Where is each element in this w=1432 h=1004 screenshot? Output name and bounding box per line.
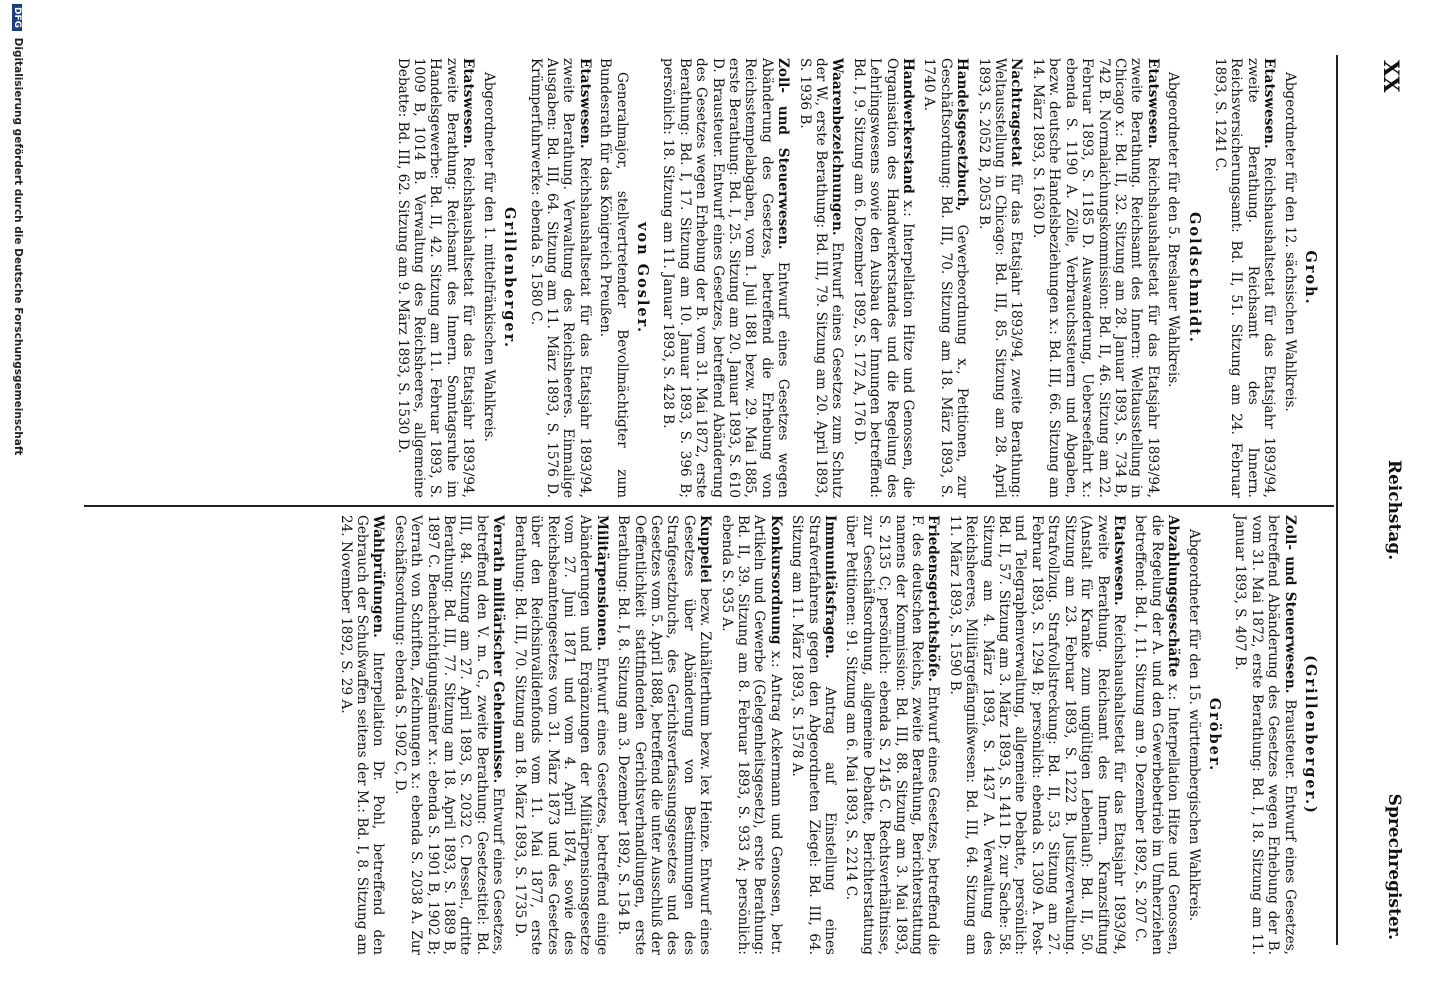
entry-heading: Nachtragsetat [1008, 58, 1025, 167]
member-description: Abgeordneter für den 15. württembergischen Wahlkreis. [1185, 529, 1202, 922]
member-description: Abgeordneter für den 5. Breslauer Wahlkreis. [1165, 72, 1182, 388]
entry-text: Entwurf eines Gesetzes zum Schutz der W., erste Berathung: Bd. III, 79. Sitzung am 20. April 1893, S. 1936 B. [796, 58, 846, 498]
entry-heading: Etatswesen. [1144, 58, 1161, 149]
entry-text: Reichshaushaltsetat für das Etatsjahr 1893/94, zweite Berathung. Verwaltung des Reichsheeres. Einmalige Ausgaben: Bd. III, 64. Sitzung am 11. März 1893, S. 1576 D. Krümperfuhrwerke: ebenda S. 1580 C. [527, 58, 593, 498]
register-entry [615, 515, 713, 955]
header-rule [1336, 55, 1338, 945]
entry-heading: Konkursordnung [767, 515, 784, 645]
entry-text: x.: Interpellation Hitze und Genossen, die Organisation des Handwerkerstandes und die Regelung des Lehrlingswesens sowie den Ausbau der Innungen betreffend: Bd. I, 9. Sitzung am 6. Dezember 1892, S. 172 A, 176 D. [850, 58, 917, 498]
register-entry [975, 58, 1024, 498]
entry-text: Entwurf eines Gesetzes, betreffend einige Abänderungen und Ergänzungen der Militärpensionsgesetze vom 27. Juni 1871 und vom 4. April 1874, sowie des Reichsbeamtengesetzes vom 31. März 1873 und des Gesetzes über den Reichsinvalidenfonds vom 11. Mai 1877, erste Berathung: Bd. III, 70. Sitzung am 18. März 1893, S. 1735 D. [511, 515, 610, 955]
entry-text: Entwurf eines Gesetzes, betreffend den V. m. G., zweite Berathung: Gesetzestitel: Bd. III, 84. Sitzung am 27. April 1893, S. 2032 C. Dessel., dritte Berathung: Bd. III, 77. Sitzung am 18. April 1893, S. 1889 B, 1897 C. Benachrichtigungsämter x.: ebenda S. 1901 B, 1902 B; Verrath von Schriften, Zeichnungen x.: ebenda S. 2038 A. Zur Geschäftsordnung: ebenda S. 1902 C, D. [391, 515, 507, 955]
register-title: Sprechregister. [1384, 793, 1404, 940]
register-entry [1132, 515, 1181, 955]
entry-text: Entwurf eines Gesetzes wegen Abänderung des Gesetzes, betreffend die Erhebung von Reichsstempelabgaben, vom 1. Juli 1881 bezw. 29. Mai 1885, erste Berathung: Bd. I, 25. Sitzung am 20. Januar 1893, S. 610 D. Brausteuer. Entwurf eines Gesetzes, betreffend Abänderung des Gesetzes wegen Erhebung der B. vom 31. Mai 1872, erste Berathung: Bd. I, 17. Sitzung am 10. Januar 1893, S. 396 B; persönlich: 18. Sitzung am 11. Januar 1893, S. 428 B. [660, 58, 792, 498]
dfg-logo: DFG [12, 4, 22, 31]
entry-text: Entwurf eines Gesetzes, betreffend die F. des deutschen Reichs, zweite Berathung, Berichterstattung namens der Kommission: Bd. III, 88. Sitzung am 3. Mai 1893, S. 2135 C; persönlich: ebenda S. 2145 C. Rechtsverhältnisse, zur Geschäftsordnung, allgemeine Debatte, Berichterstattung über Petitionen: 91. Sitzung am 6. Mai 1893, S. 2214 C. [843, 515, 942, 955]
entry-text: für das Etatsjahr 1893/94, zweite Berathung: Weltausstellung in Chicago: Bd. III, 85. Sitzung am 28. April 1893, S. 2052 B, 2053 B. [975, 58, 1025, 498]
digitization-note [12, 0, 24, 1004]
entry-text: x.: Interpellation Hitze und Genossen, die Regelung der A. und den Gewerbebetrieb im Umherziehen betreffend: Bd. I, 11. Sitzung am 9. Dezember 1892, S. 207 C. [1132, 515, 1182, 955]
entry-text: Antrag auf Einstellung eines Strafverfahrens gegen den Abgeordneten Ziegel: Bd. III, 64. Sitzung am 11. März 1893, S. 1578 A. [789, 515, 839, 956]
register-entry [511, 515, 609, 955]
register-entry [921, 58, 970, 498]
entry-text: x.: Antrag Ackermann und Genossen, betr. Artikeln und Gewerbe (Gelegenheitsgesetz), erste Berathung: Bd. II, 39. Sitzung am 8. Februar 1893, S. 933 A; persönlich: ebenda S. 935 A. [718, 515, 784, 956]
member-description: Generalmajor, stellvertretender Bevollmächtigter zum Bundesrath für das Königreich Preußen. [597, 58, 630, 498]
member-name: Groh. [1302, 250, 1319, 306]
member-name: (Grillenberger.) [1302, 655, 1319, 815]
entry-text: Gewerbeordnung x., Petitionen, zur Geschäftsordnung: Bd. III, 70. Sitzung am 18. März 1893, S. 1740 A. [921, 58, 971, 498]
entry-text: Reichshaushaltsetat für das Etatsjahr 1893/94, zweite Berathung: Reichsamt des Innern. Sonntagsruhe im Handelsgewerbe: Bd. II, 42. Sitzung am 11. Februar 1893, S. 1009 B, 1014 B. Verwaltung des Reichsheeres, allgemeine Debatte: Bd. III, 62. Sitzung am 9. März 1893, S. 1530 D. [394, 58, 477, 498]
entry-text: Interpellation Dr. Pohl, betreffend den Gebrauch der Schußwaffen seitens der M.: Bd. I, 8. Sitzung am 24. November 1892, S. 29 A. [337, 515, 387, 955]
left-column [389, 58, 1328, 498]
register-entry [789, 515, 838, 955]
right-column [332, 515, 1328, 955]
running-title: Reichstag. [1384, 459, 1404, 561]
member-description: Abgeordneter für den 1. mittelfränkischen Wahlkreis. [480, 72, 497, 442]
entry-heading: Zoll- und Steuerwesen. [1281, 515, 1298, 694]
entry-heading: Wahlprüfungen. [370, 515, 387, 638]
member-name: Grillenberger. [501, 206, 519, 350]
entry-heading: Immunitätsfragen. [822, 515, 839, 659]
member-name: Goldschmidt. [1185, 212, 1203, 344]
register-entry [337, 515, 386, 955]
register-entry [718, 515, 784, 955]
member-name: von Gosler. [633, 222, 651, 334]
register-entry [527, 58, 593, 498]
register-entry [1232, 515, 1298, 955]
register-entry [796, 58, 845, 498]
entry-text: Brausteuer. Entwurf eines Gesetzes, betreffend Abänderung des Gesetzes wegen Erhebung der B. vom 31. Mai 1872, erste Berathung: Bd. I, 18. Sitzung am 11. Januar 1893, S. 407 B. [1232, 515, 1298, 955]
entry-heading: Friedensgerichtshöfe. [925, 515, 942, 682]
register-entry [946, 515, 1126, 955]
entry-heading: Verrath militärischer Geheimnisse. [490, 515, 507, 784]
entry-text: Reichshaushaltsetat für das Etatsjahr 1893/94, zweite Berathung. Reichsamt des Innern. Reichsversicherungsamt: Bd. II, 51. Sitzung am 24. Februar 1893, S. 1241 C. [1211, 58, 1278, 498]
entry-text: Reichshaushaltsetat für das Etatsjahr 1893/94, zweite Berathung. Reichsamt des Innern. Kranzstiftung (Anstalt für Kranke zum ungültigen Lebenlauf): Bd. II, 50. Sitzung am 23. Februar 1893, S. 1222 B. Justizverwaltung. Strafvollzug. Strafvollstreckung: Bd. II, 53. Sitzung am 27. Februar 1893, S. 1294 B; persönlich: ebenda S. 1309 A. Post- und Telegraphenverwaltung, allgemeine Debatte, persönlich: Bd. II, 57. Sitzung am 3. März 1893, S. 1411 D; zur Sache: 58. Sitzung am 4. März 1893, S. 1437 A. Verwaltung des Reichsheeres, Militärgefängnißwesen: Bd. III, 64. Sitzung am 11. März 1893, S. 1590 B. [946, 515, 1127, 955]
digitization-note-text: Digitalisierung gefördert durch die Deutsche Forschungsgemeinschaft [12, 37, 24, 456]
entry-heading: Abzahlungsgeschäfte [1165, 515, 1182, 678]
register-entry [660, 58, 791, 498]
entry-text: Reichshaushaltsetat für das Etatsjahr 1893/94, zweite Berathung. Reichsamt des Innern: Weltausstellung in Chicago x.: Bd. II, 32. Sitzung am 28. Januar 1893, S. 734 B, 742 B. Normalaichungskommission: Bd. II, 46. Sitzung am 22. Februar 1893, S. 1185 D. Auswanderung, Ueberseefahrt x.: ebenda S. 1190 A. Zölle, Verbrauchssteuern und Abgaben, bezw. deutsche Handelsbeziehungen x.: Bd. III, 66. Sitzung am 14. März 1893, S. 1630 D. [1029, 58, 1161, 498]
register-entry [1030, 58, 1161, 498]
page-number: XX [1379, 60, 1404, 93]
entry-text: bezw. Zuhälterthum bezw. lex Heinze. Entwurf eines Gesetzes über Abänderung von Bestimmungen des Strafgesetzbuchs, des Gerichtsverfassungsgesetzes und des Gesetzes vom 5. April 1888, betreffend die unter Ausschluß der Oeffentlichkeit stattfindenden Gerichtsverhandlungen, erste Berathung: Bd. I, 8. Sitzung am 3. Dezember 1892, S. 154 B. [615, 515, 714, 955]
entry-heading: Etatswesen. [576, 58, 593, 149]
column-divider [84, 505, 1334, 507]
entry-heading: Kuppelei [697, 515, 714, 584]
entry-heading: Handelsgesetzbuch, [954, 58, 971, 212]
register-entry [843, 515, 941, 955]
member-name: Gröber. [1205, 697, 1223, 773]
member-description: Abgeordneter für den 12. sächsischen Wahlkreis. [1281, 72, 1298, 412]
register-entry [1212, 58, 1278, 498]
entry-heading: Waarenbezeichnungen. [829, 58, 846, 236]
entry-heading: Handwerkerstand [900, 58, 917, 194]
register-entry [391, 515, 506, 955]
entry-heading: Etatswesen. [1261, 58, 1278, 149]
entry-heading: Etatswesen. [1110, 515, 1127, 606]
entry-heading: Etatswesen. [460, 58, 477, 149]
running-head [1364, 60, 1404, 940]
register-entry [850, 58, 916, 498]
entry-heading: Zoll- und Steuerwesen. [775, 58, 792, 250]
register-entry [394, 58, 476, 498]
entry-heading: Militärpensionen. [593, 515, 610, 651]
